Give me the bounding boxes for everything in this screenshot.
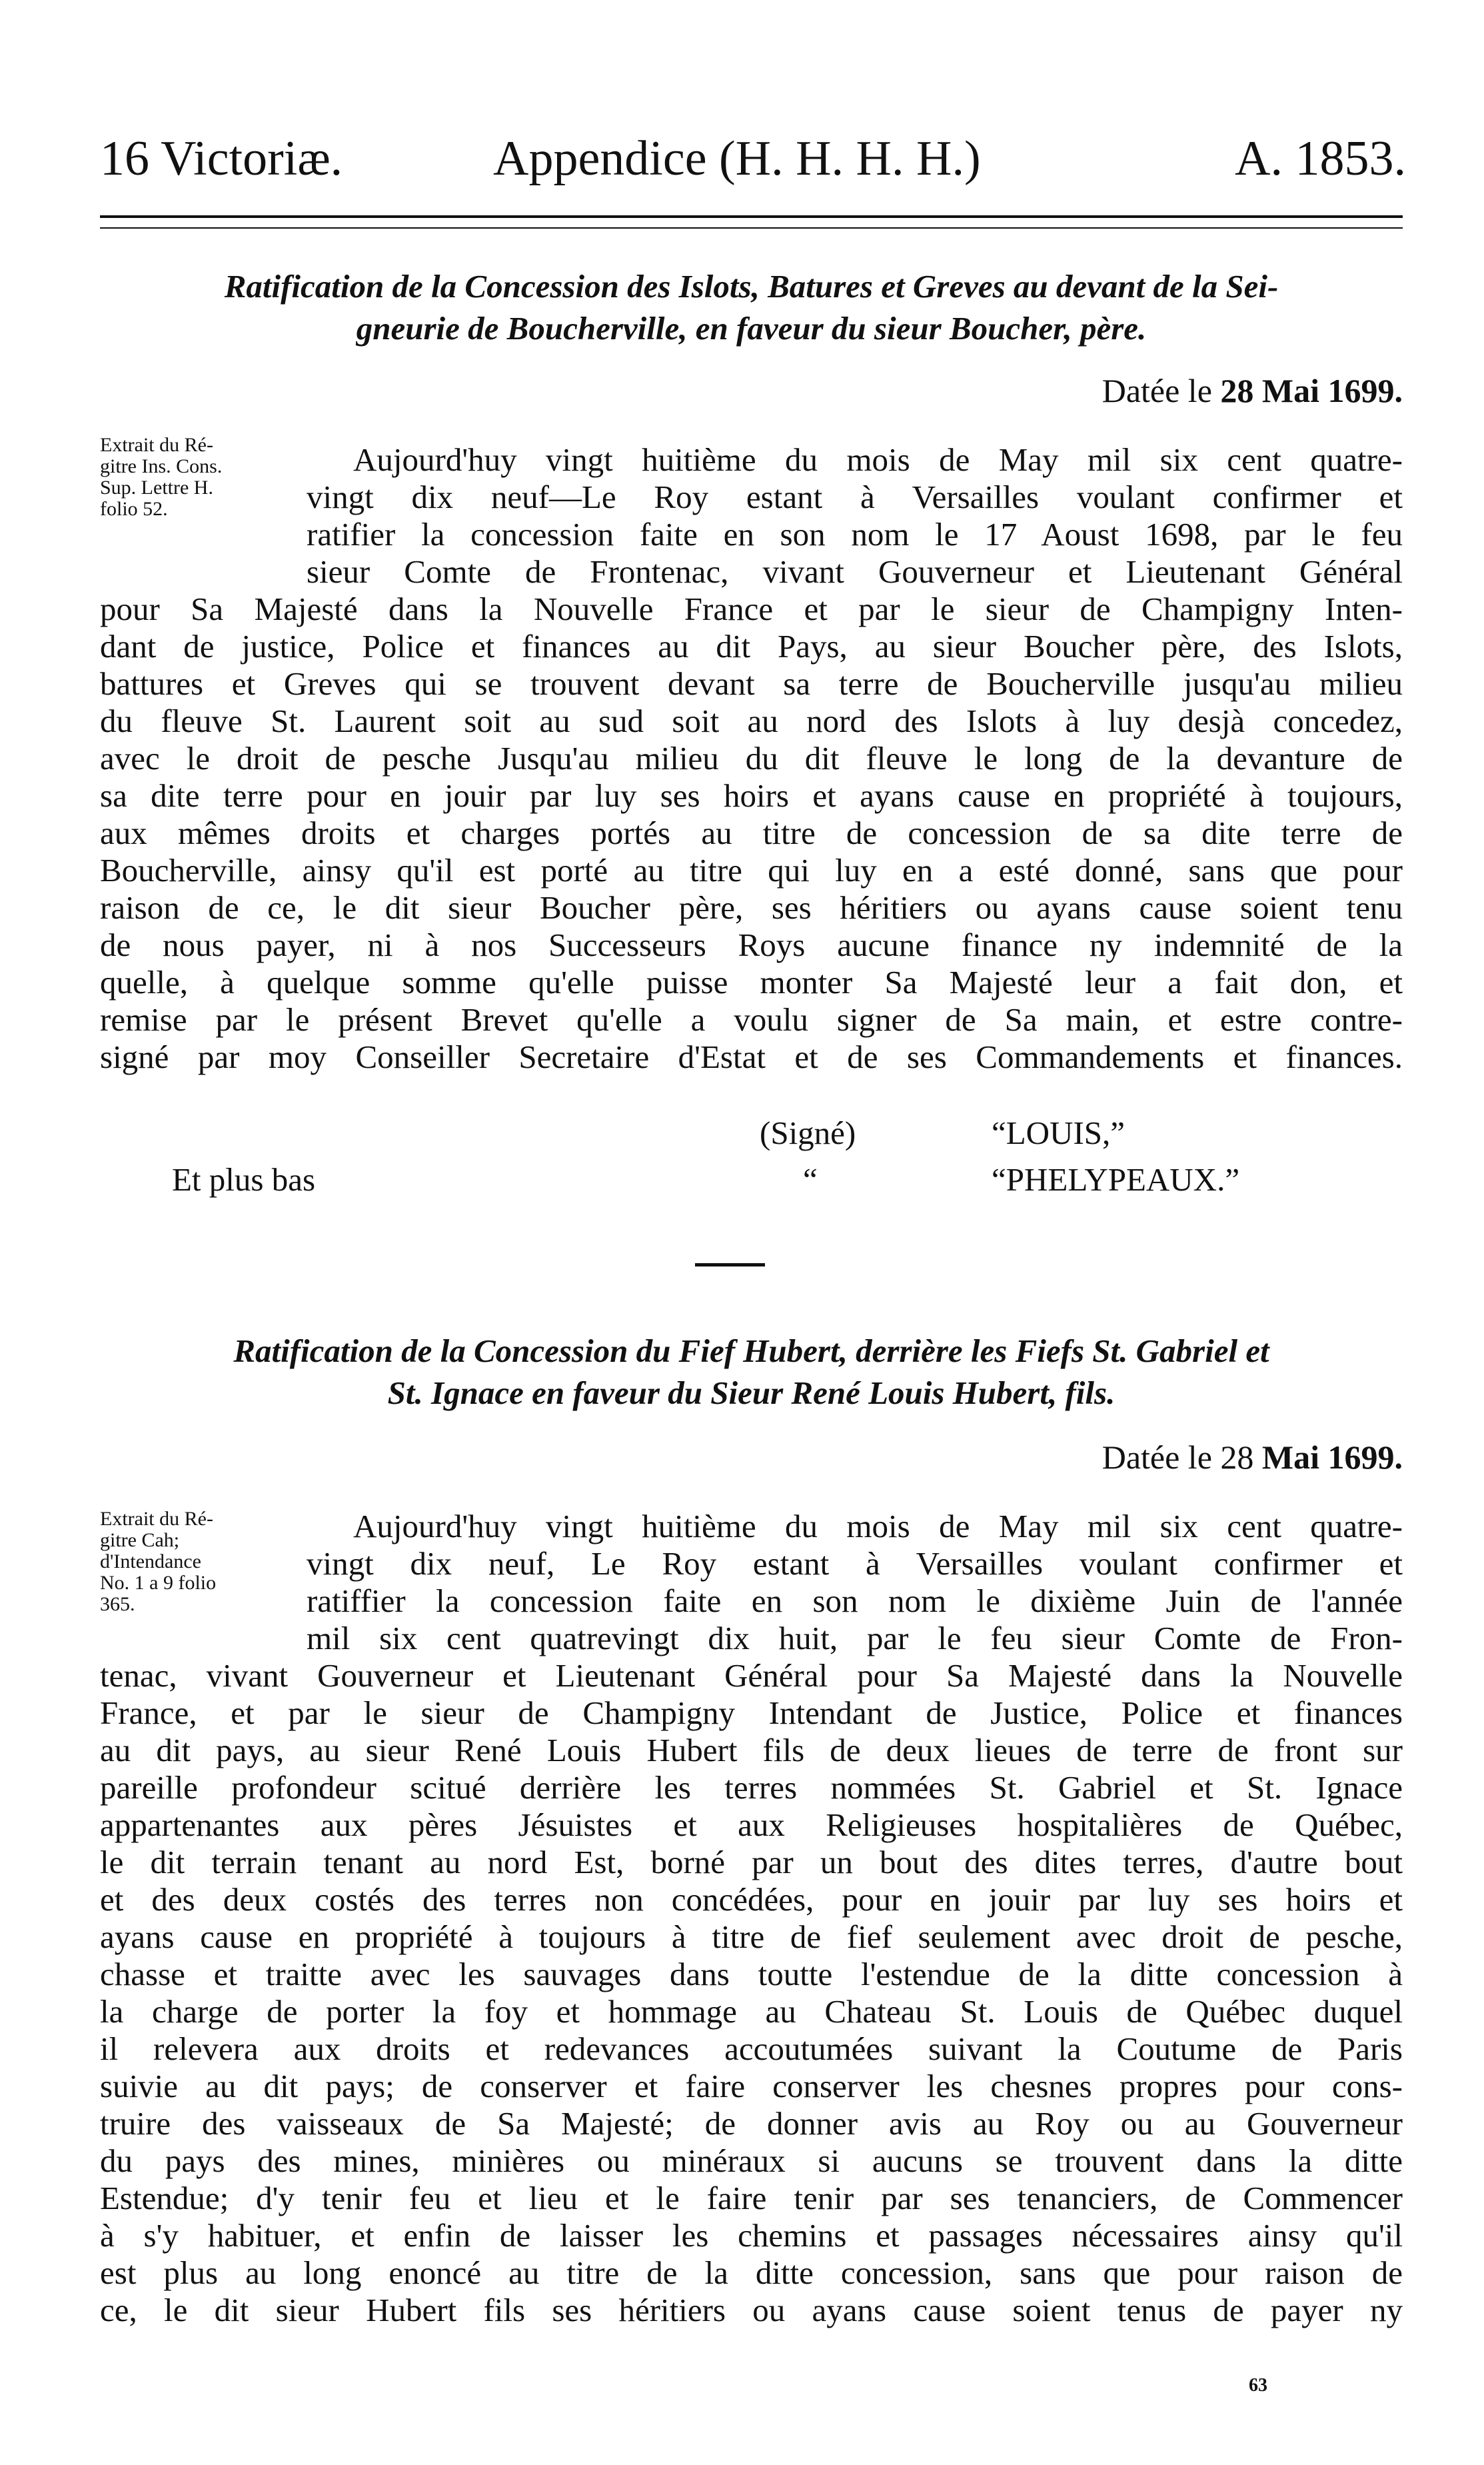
margin-note-line: folio 52. xyxy=(100,498,168,520)
signed-label: (Signé) xyxy=(760,1115,856,1151)
body-line: Aujourd'huy vingt huitième du mois de May mil six cent quatre- xyxy=(353,441,1403,478)
ditto-mark: “ xyxy=(803,1161,818,1198)
section2-date-prefix: Datée le 28 xyxy=(1102,1438,1254,1476)
body-line: battures et Greves qui se trouvent devant sa terre de Boucherville jusqu'au milieu xyxy=(100,665,1403,702)
section1-margin-note xyxy=(100,435,293,520)
margin-note-line: Sup. Lettre H. xyxy=(100,477,213,499)
body-line: appartenantes aux pères Jésuistes et aux Religieuses hospitalières de Québec, xyxy=(100,1806,1403,1843)
section1-date-prefix: Datée le xyxy=(1102,372,1212,409)
header-double-rule xyxy=(100,215,1403,229)
body-line: aux mêmes droits et charges portés au titre de concession de sa dite terre de xyxy=(100,815,1403,851)
body-line: Aujourd'huy vingt huitième du mois de May mil six cent quatre- xyxy=(353,1508,1403,1544)
body-line: pour Sa Majesté dans la Nouvelle France et par le sieur de Champigny Inten- xyxy=(100,591,1403,627)
running-header xyxy=(100,125,1406,192)
header-appendix: Appendice (H. H. H. H.) xyxy=(493,131,981,186)
section2-date xyxy=(1102,1436,1403,1478)
body-line: Boucherville, ainsy qu'il est porté au titre qui luy en a esté donné, sans que pour xyxy=(100,852,1403,889)
body-line: de nous payer, ni à nos Successeurs Roys aucune finance ny indemnité de la xyxy=(100,927,1403,963)
body-line: mil six cent quatrevingt dix huit, par le feu sieur Comte de Fron- xyxy=(307,1620,1403,1656)
section1-title-line1: Ratification de la Concession des Islots, Batures et Greves au devant de la Sei- xyxy=(224,268,1279,305)
margin-note-line: Extrait du Ré- xyxy=(100,1508,213,1530)
header-session: 16 Victoriæ. xyxy=(100,131,343,186)
body-line: ce, le dit sieur Hubert fils ses héritiers ou ayans cause soient tenus de payer ny xyxy=(100,2292,1403,2328)
body-line: pareille profondeur scitué derrière les terres nommées St. Gabriel et St. Ignace xyxy=(100,1769,1403,1806)
signed-name: “LOUIS,” xyxy=(992,1115,1125,1151)
section1-title-line2: gneurie de Boucherville, en faveur du sieur Boucher, père. xyxy=(356,310,1147,347)
section2-title xyxy=(100,1330,1403,1414)
margin-note-line: Extrait du Ré- xyxy=(100,434,213,456)
body-line: avec le droit de pesche Jusqu'au milieu du dit fleuve le long de la devanture de xyxy=(100,740,1403,777)
body-line: truire des vaisseaux de Sa Majesté; de donner avis au Roy ou au Gouverneur xyxy=(100,2105,1403,2142)
margin-note-line: d'Intendance xyxy=(100,1550,201,1572)
body-line: du fleuve St. Laurent soit au sud soit au nord des Islots à luy desjà concedez, xyxy=(100,703,1403,739)
body-line: quelle, à quelque somme qu'elle puisse monter Sa Majesté leur a fait don, et xyxy=(100,964,1403,1001)
body-line: tenac, vivant Gouverneur et Lieutenant Général pour Sa Majesté dans la Nouvelle xyxy=(100,1657,1403,1694)
plus-bas-label: Et plus bas xyxy=(172,1161,316,1198)
section2-title-line1: Ratification de la Concession du Fief Hubert, derrière les Fiefs St. Gabriel et xyxy=(233,1332,1269,1369)
body-line: signé par moy Conseiller Secretaire d'Estat et de ses Commandements et finances. xyxy=(100,1039,1403,1075)
body-line: raison de ce, le dit sieur Boucher père, ses héritiers ou ayans cause soient tenu xyxy=(100,889,1403,926)
body-line: est plus au long enoncé au titre de la ditte concession, sans que pour raison de xyxy=(100,2254,1403,2291)
body-line: et des deux costés des terres non concédées, pour en jouir par luy ses hoirs et xyxy=(100,1881,1403,1918)
body-line: Estendue; d'y tenir feu et lieu et le faire tenir par ses tenanciers, de Commencer xyxy=(100,2180,1403,2216)
body-line: vingt dix neuf, Le Roy estant à Versailles voulant confirmer et xyxy=(307,1545,1403,1582)
section-divider xyxy=(695,1263,765,1266)
body-line: le dit terrain tenant au nord Est, borné par un bout des dites terres, d'autre bout xyxy=(100,1844,1403,1880)
margin-note-line: gitre Cah; xyxy=(100,1529,180,1551)
body-line: à s'y habituer, et enfin de laisser les chemins et passages nécessaires ainsy qu'il xyxy=(100,2217,1403,2254)
body-line: ayans cause en propriété à toujours à titre de fief seulement avec droit de pesche, xyxy=(100,1918,1403,1955)
folio-number: 63 xyxy=(1249,2375,1267,2396)
countersign-name: “PHELYPEAUX.” xyxy=(992,1161,1240,1198)
body-line: remise par le présent Brevet qu'elle a voulu signer de Sa main, et estre contre- xyxy=(100,1001,1403,1038)
body-line: au dit pays, au sieur René Louis Hubert fils de deux lieues de terre de front sur xyxy=(100,1732,1403,1768)
body-line: sa dite terre pour en jouir par luy ses hoirs et ayans cause en propriété à toujours, xyxy=(100,777,1403,814)
body-line: il relevera aux droits et redevances accoutumées suivant la Coutume de Paris xyxy=(100,2030,1403,2067)
body-line: suivie au dit pays; de conserver et faire conserver les chesnes propres pour cons- xyxy=(100,2068,1403,2104)
body-line: ratiffier la concession faite en son nom le dixième Juin de l'année xyxy=(307,1582,1403,1619)
section2-margin-note xyxy=(100,1508,293,1615)
section2-date-value: Mai 1699. xyxy=(1261,1438,1403,1476)
section1-date-value: 28 Mai 1699. xyxy=(1220,372,1403,409)
body-line: sieur Comte de Frontenac, vivant Gouverneur et Lieutenant Général xyxy=(307,553,1403,590)
body-line: ratifier la concession faite en son nom le 17 Aoust 1698, par le feu xyxy=(307,516,1403,553)
body-line: dant de justice, Police et finances au dit Pays, au sieur Boucher père, des Islots, xyxy=(100,628,1403,665)
body-line: du pays des mines, minières ou minéraux si aucuns se trouvent dans la ditte xyxy=(100,2142,1403,2179)
body-line: chasse et traitte avec les sauvages dans toutte l'estendue de la ditte concession à xyxy=(100,1956,1403,1992)
body-line: la charge de porter la foy et hommage au Chateau St. Louis de Québec duquel xyxy=(100,1993,1403,2030)
section1-title xyxy=(100,265,1403,349)
margin-note-line: 365. xyxy=(100,1593,135,1615)
body-line: vingt dix neuf—Le Roy estant à Versailles voulant confirmer et xyxy=(307,479,1403,515)
body-line: France, et par le sieur de Champigny Intendant de Justice, Police et finances xyxy=(100,1694,1403,1731)
header-year: A. 1853. xyxy=(1235,131,1406,186)
margin-note-line: gitre Ins. Cons. xyxy=(100,455,223,477)
section2-title-line2: St. Ignace en faveur du Sieur René Louis Hubert, fils. xyxy=(387,1374,1115,1411)
margin-note-line: No. 1 a 9 folio xyxy=(100,1572,217,1594)
section1-date xyxy=(1102,370,1403,411)
